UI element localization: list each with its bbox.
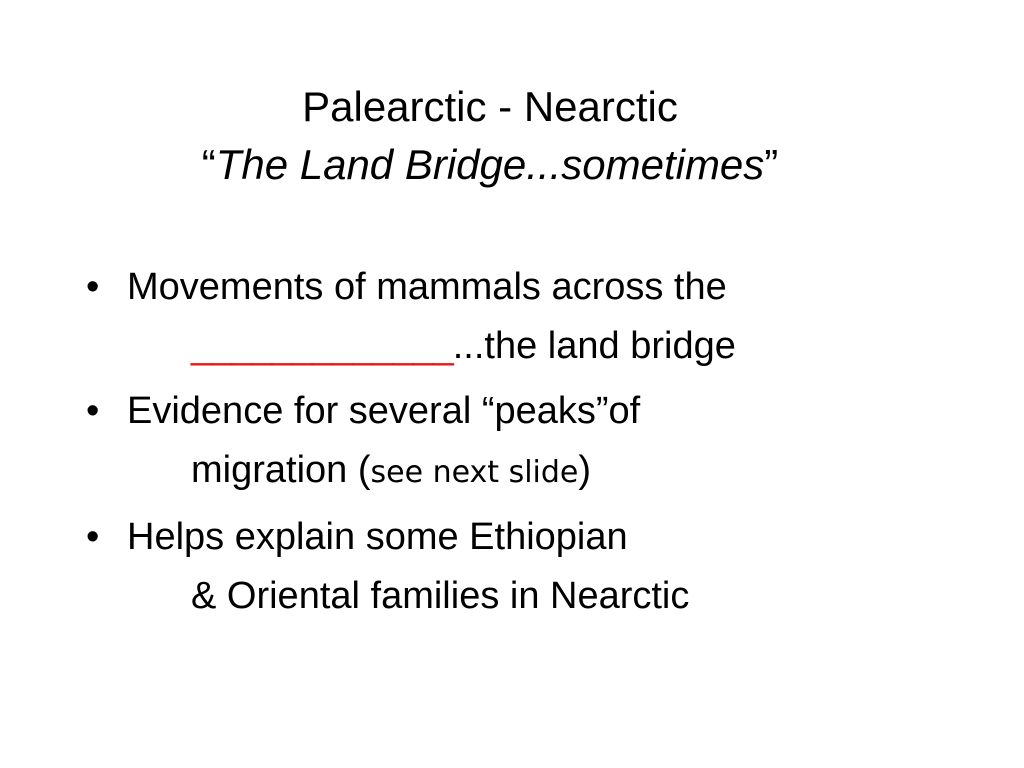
bullet-continuation-line <box>127 317 982 376</box>
see-next-slide-note: see next slide <box>370 455 579 490</box>
title-subtitle-line <box>0 136 980 194</box>
bullet-continuation-line <box>127 441 982 502</box>
bullet-item-evidence <box>82 382 982 502</box>
fill-in-blank: _____________ <box>191 325 453 367</box>
bullet-text-line: Evidence for several “peaks”of <box>127 390 641 432</box>
title-open-quote: “ <box>201 141 216 188</box>
title-main-line: Palearctic - Nearctic <box>302 83 678 130</box>
bullet-list <box>82 258 982 632</box>
slide-title <box>0 78 980 194</box>
bullet-continuation-line: & Oriental families in Nearctic <box>191 575 690 617</box>
bullet-dot: • <box>86 516 100 558</box>
bullet-text-line: Helps explain some Ethiopian <box>127 516 628 558</box>
bullet-continuation-end: ) <box>578 449 592 491</box>
title-italic-text: The Land Bridge...sometimes <box>215 141 765 188</box>
bullet-text-line: Movements of mammals across the <box>127 266 727 308</box>
bullet-dot: • <box>86 266 100 308</box>
bullet-continuation-text: ...the land bridge <box>452 325 736 367</box>
bullet-item-movements <box>82 258 982 376</box>
title-close-quote: ” <box>764 141 779 188</box>
bullet-item-helps-explain <box>82 508 982 626</box>
bullet-dot: • <box>86 390 100 432</box>
bullet-continuation-text: migration ( <box>191 449 371 491</box>
